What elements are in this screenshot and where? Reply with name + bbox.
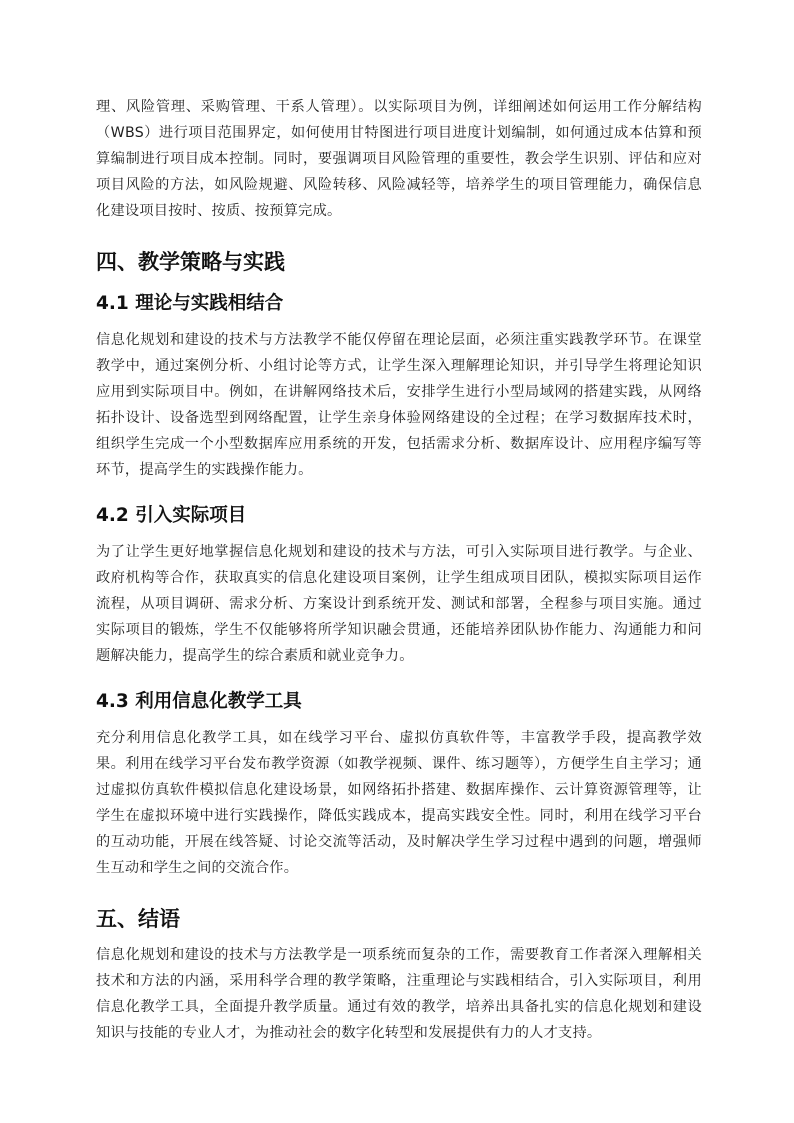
section-4-2-heading: 4.2 引入实际项目: [96, 505, 247, 526]
section-4-3-heading: 4.3 利用信息化教学工具: [96, 691, 302, 712]
intro-paragraph: 理、风险管理、采购管理、干系人管理）。以实际项目为例，详细阐述如何运用工作分解结构（WBS）进行项目范围界定，如何使用甘特图进行项目进度计划编制，如何通过成本估算和预算编制进行项目成本控制。同时，要强调项目风险管理的重要性，教会学生识别、评估和应对项目风险的方法，如风险规避、风险转移、风险减轻等，培养学生的项目管理能力，确保信息化建设项目按时、按质、按预算完成。: [96, 99, 702, 219]
section-4-3-paragraph: 充分利用信息化教学工具，如在线学习平台、虚拟仿真软件等，丰富教学手段，提高教学效果。利用在线学习平台发布教学资源（如教学视频、课件、练习题等），方便学生自主学习；通过虚拟仿真软件模拟信息化建设场景，如网络拓扑搭建、数据库操作、云计算资源管理等，让学生在虚拟环境中进行实践操作，降低实践成本，提高实践安全性。同时，利用在线学习平台的互动功能，开展在线答疑、讨论交流等活动，及时解决学生学习过程中遇到的问题，增强师生互动和学生之间的交流合作。: [96, 730, 702, 876]
document-page: [96, 94, 702, 1046]
section-4-1-paragraph: 信息化规划和建设的技术与方法教学不能仅停留在理论层面，必须注重实践教学环节。在课堂教学中，通过案例分析、小组讨论等方式，让学生深入理解理论知识，并引导学生将理论知识应用到实际项目中。例如，在讲解网络技术后，安排学生进行小型局域网的搭建实践，从网络拓扑设计、设备选型到网络配置，让学生亲身体验网络建设的全过程；在学习数据库技术时，组织学生完成一个小型数据库应用系统的开发，包括需求分析、数据库设计、应用程序编写等环节，提高学生的实践操作能力。: [96, 332, 702, 478]
section-5-paragraph: 信息化规划和建设的技术与方法教学是一项系统而复杂的工作，需要教育工作者深入理解相关技术和方法的内涵，采用科学合理的教学策略，注重理论与实践相结合，引入实际项目，利用信息化教学工具，全面提升教学质量。通过有效的教学，培养出具备扎实的信息化规划和建设知识与技能的专业人才，为推动社会的数字化转型和发展提供有力的人才支持。: [96, 947, 702, 1041]
section-4-heading: 四、教学策略与实践: [96, 250, 285, 274]
section-4-1-heading: 4.1 理论与实践相结合: [96, 293, 284, 314]
section-4-2-paragraph: 为了让学生更好地掌握信息化规划和建设的技术与方法，可引入实际项目进行教学。与企业、政府机构等合作，获取真实的信息化建设项目案例，让学生组成项目团队，模拟实际项目运作流程，从项目调研、需求分析、方案设计到系统开发、测试和部署，全程参与项目实施。通过实际项目的锻炼，学生不仅能够将所学知识融会贯通，还能培养团队协作能力、沟通能力和问题解决能力，提高学生的综合素质和就业竞争力。: [96, 544, 702, 664]
section-5-heading: 五、结语: [96, 907, 180, 931]
